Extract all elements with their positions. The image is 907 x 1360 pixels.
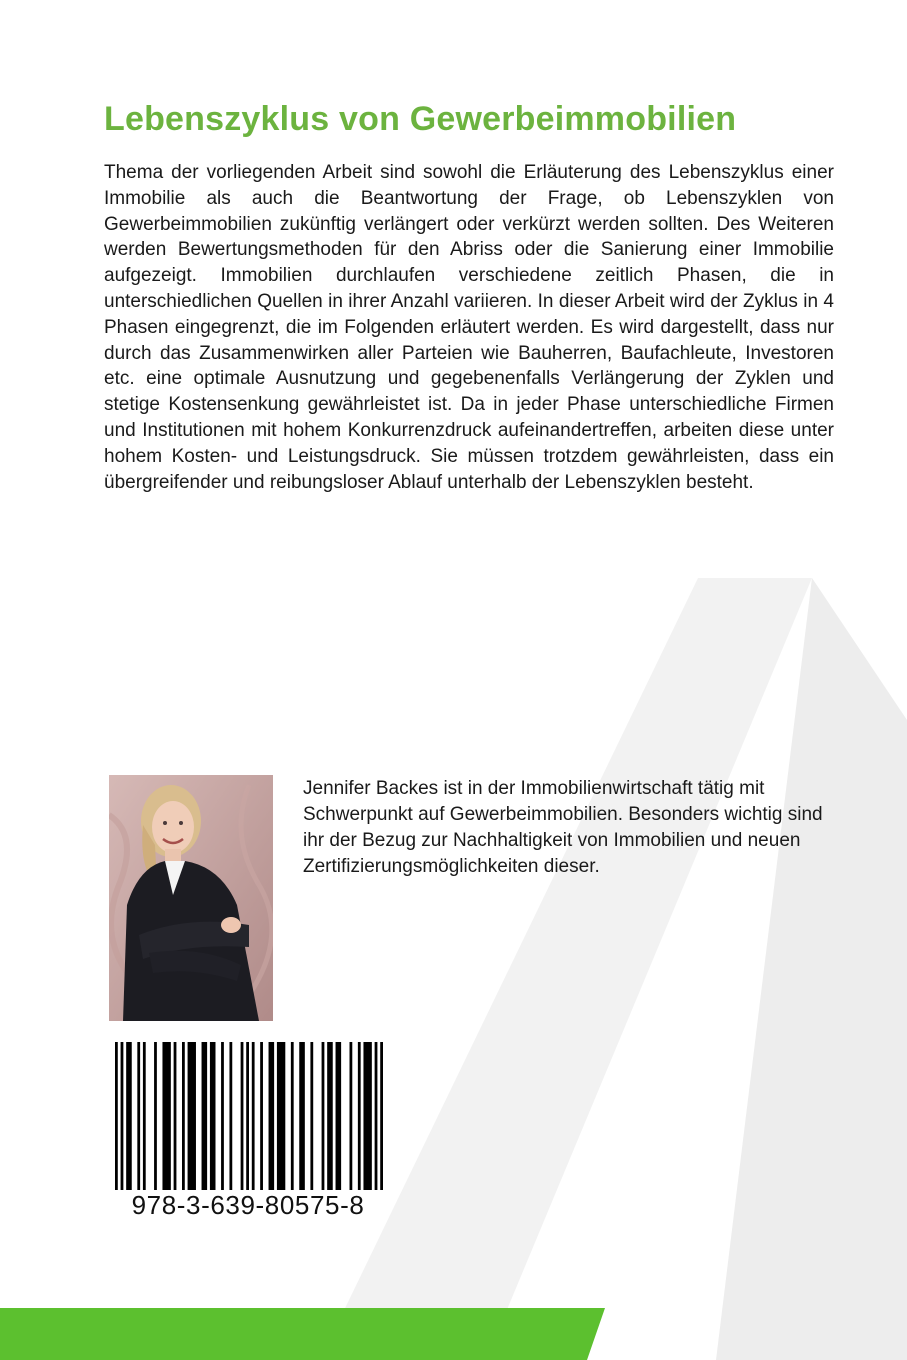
barcode-bar	[137, 1042, 140, 1190]
barcode-bar	[363, 1042, 371, 1190]
barcode-bar	[375, 1042, 378, 1190]
barcode-bar	[154, 1042, 157, 1190]
barcode-bar	[202, 1042, 208, 1190]
green-bottom-bar	[0, 1308, 605, 1360]
barcode-bar	[188, 1042, 196, 1190]
barcode-bar	[380, 1042, 383, 1190]
barcode-bar	[269, 1042, 275, 1190]
barcode-bar	[299, 1042, 305, 1190]
barcode-bar	[291, 1042, 294, 1190]
barcode-bar	[277, 1042, 285, 1190]
isbn-barcode	[115, 1042, 383, 1190]
author-photo	[109, 775, 273, 1021]
barcode-bar	[121, 1042, 124, 1190]
barcode-bar	[210, 1042, 216, 1190]
book-description: Thema der vorliegenden Arbeit sind sowohl die Erläuterung des Lebenszyklus einer Immobilie als auch die Beantwortung der Frage, ob Lebenszyklen von Gewerbeimmobilien zukünftig verlängert oder verkürzt werden sollten. Des Weiteren werden Bewertungsmethoden für den Abriss oder die Sanierung einer Immobilie aufgezeigt. Immobilien durchlaufen verschiedene zeitlich Phasen, die in unterschiedlichen Quellen in ihrer Anzahl variieren. In dieser Arbeit wird der Zyklus in 4 Phasen eingegrenzt, die im Folgenden erläutert werden. Es wird dargestellt, dass nur durch das Zusammenwirken aller Parteien wie Bauherren, Baufachleute, Investoren etc. eine optimale Ausnutzung und gegebenenfalls Verlängerung der Zyklen und stetige Kostensenkung gewährleistet ist. Da in jeder Phase unterschiedliche Firmen und Institutionen mit hohem Konkurrenzdruck aufeinandertreffen, arbeiten diese unter hohem Kosten- und Leistungsdruck. Sie müssen trotzdem gewährleisten, dass ein übergreifender und reibungsloser Ablauf unterhalb der Lebenszyklen besteht.	[104, 162, 834, 493]
barcode-bar	[241, 1042, 244, 1190]
barcode-bar	[358, 1042, 361, 1190]
barcode-bar	[229, 1042, 232, 1190]
barcode-bar	[252, 1042, 255, 1190]
book-title: Lebenszyklus von Gewerbeimmobilien	[104, 100, 737, 138]
barcode-bar	[350, 1042, 353, 1190]
barcode-bar	[221, 1042, 224, 1190]
author-biography: Jennifer Backes ist in der Immobilienwirtschaft tätig mit Schwerpunkt auf Gewerbeimmobilien. Besonders wichtig sind ihr der Bezug zur Nachhaltigkeit von Immobilien und neuen Zertifizierungsmöglichkeiten dieser.	[303, 778, 823, 877]
barcode-bar	[162, 1042, 170, 1190]
barcode-bar	[327, 1042, 333, 1190]
barcode-bar	[182, 1042, 185, 1190]
barcode-bar	[336, 1042, 342, 1190]
barcode-bar	[322, 1042, 325, 1190]
barcode-bar	[310, 1042, 313, 1190]
barcode-bar	[246, 1042, 249, 1190]
barcode-bar	[174, 1042, 177, 1190]
isbn-number: 978-3-639-80575-8	[131, 1190, 365, 1220]
barcode-bar	[260, 1042, 263, 1190]
barcode-bar	[115, 1042, 118, 1190]
barcode-bar	[126, 1042, 132, 1190]
barcode-bar	[143, 1042, 146, 1190]
